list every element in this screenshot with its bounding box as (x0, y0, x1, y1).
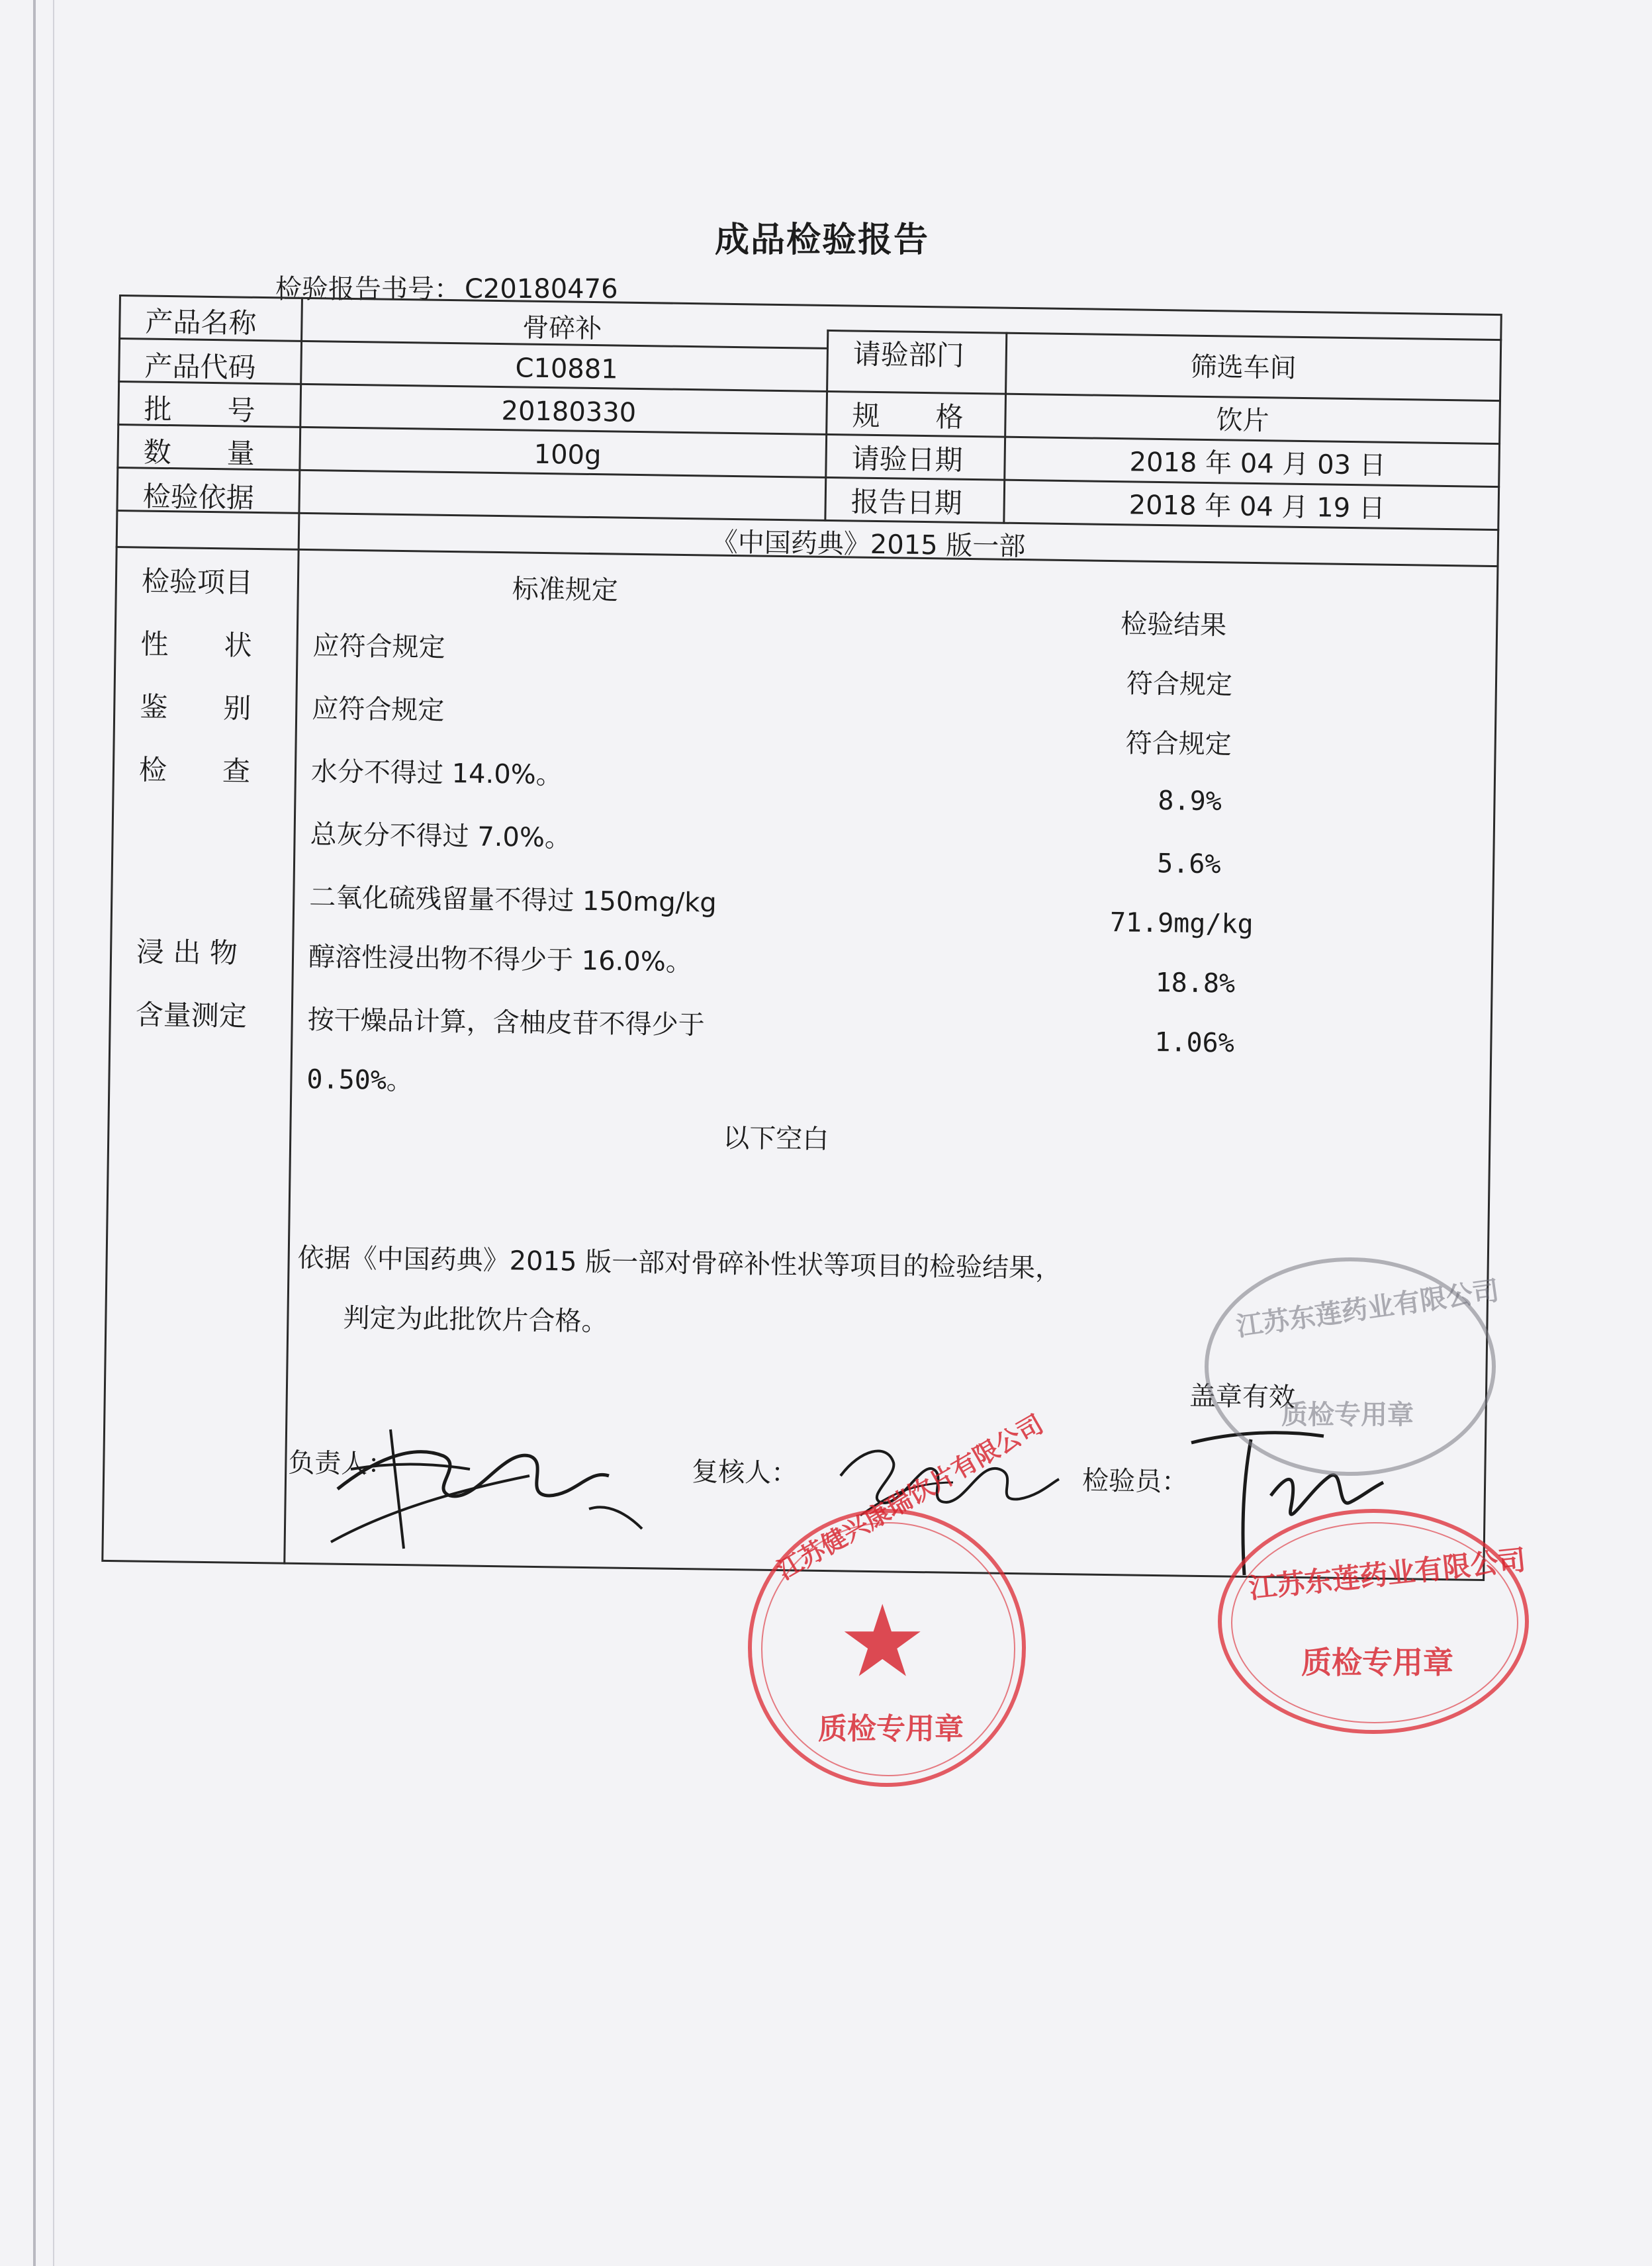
report-number-label: 检验报告书号： (275, 274, 461, 304)
standard-header: 标准规定 (512, 574, 619, 606)
page-edge (33, 0, 36, 2266)
responsible-label: 负责人： (288, 1447, 394, 1480)
batch-value: 20180330 (501, 396, 637, 428)
item-header: 检验项目 (141, 565, 253, 599)
gray-company-seal (1205, 1257, 1501, 1476)
product-name-value: 骨碎补 (522, 312, 602, 345)
dept-value: 筛选车间 (1190, 351, 1297, 384)
blank-note: 以下空白 (722, 1122, 829, 1156)
table-row-result: 18.8% (1155, 967, 1236, 999)
product-code-label: 产品代码 (144, 349, 256, 384)
red-oval-seal (1218, 1509, 1529, 1734)
inspector-label: 检验员： (1081, 1465, 1189, 1498)
table-row-standard: 二氧化硫残留量不得过 150mg/kg (308, 882, 717, 919)
red-oval-ring-text: 江苏东莲药业有限公司 (1247, 1543, 1528, 1605)
spec-value: 饮片 (1216, 405, 1269, 437)
gray-seal-bottom-text: 质检专用章 (1281, 1400, 1414, 1430)
quantity-label: 数 量 (143, 435, 255, 470)
basis-label: 检验依据 (142, 480, 255, 514)
red-round-seal (748, 1409, 1048, 1787)
reviewer-label: 复核人： (691, 1457, 798, 1489)
table-row-result: 8.9% (1158, 785, 1222, 817)
report-number-value: C20180476 (465, 274, 618, 304)
dept-label: 请验部门 (852, 338, 965, 372)
table-row-standard: 水分不得过 14.0%。 (310, 756, 563, 791)
conclusion-line2: 判定为此批饮片合格。 (343, 1302, 608, 1337)
table-row-standard: 应符合规定 (312, 631, 445, 663)
table-row-item: 浸 出 物 (136, 935, 238, 970)
red-seal-ring-text: 江苏健兴康瑞饮片有限公司 (772, 1409, 1048, 1586)
red-seal-bottom-text: 质检专用章 (818, 1712, 964, 1746)
table-row-standard: 按干燥品计算，含柚皮苷不得少于 (307, 1005, 705, 1041)
table-row-item: 鉴 别 (139, 690, 252, 725)
page-edge-inner (53, 0, 54, 2266)
table-row-result: 5.6% (1156, 848, 1221, 880)
red-oval-bottom-text: 质检专用章 (1301, 1645, 1453, 1680)
table-row-item: 性 状 (140, 627, 252, 662)
table-row-result: 71.9mg/kg (1109, 907, 1254, 940)
table-row-result: 符合规定 (1125, 728, 1232, 760)
table-row-standard: 应符合规定 (311, 694, 445, 726)
quantity-value: 100g (533, 439, 602, 471)
seal-note: 盖章有效 (1189, 1381, 1296, 1413)
table-row-item: 检 查 (138, 753, 251, 788)
request-date-label: 请验日期 (851, 442, 963, 476)
star-icon: ★ (838, 1584, 927, 1700)
conclusion-line1: 依据《中国药典》2015 版一部对骨碎补性状等项目的检验结果， (297, 1242, 1062, 1285)
table-row-item: 含量测定 (135, 998, 248, 1032)
result-header: 检验结果 (1120, 609, 1227, 641)
table-row-standard: 醇溶性浸出物不得少于 16.0%。 (308, 942, 693, 978)
request-date-value: 2018 年 04 月 03 日 (1129, 447, 1387, 481)
standard-continuation: 0.50%。 (306, 1064, 414, 1097)
product-code-value: C10881 (515, 353, 618, 385)
report-date-value: 2018 年 04 月 19 日 (1128, 490, 1386, 524)
basis-value: 《中国药典》2015 版一部 (711, 527, 1026, 563)
responsible-signature (311, 1416, 682, 1562)
table-row-result: 1.06% (1154, 1026, 1235, 1059)
spec-label: 规 格 (852, 399, 964, 433)
product-name-label: 产品名称 (145, 305, 257, 340)
batch-label: 批 号 (144, 392, 255, 427)
page-title: 成品检验报告 (715, 220, 930, 260)
table-row-result: 符合规定 (1126, 668, 1233, 701)
table-row-standard: 总灰分不得过 7.0%。 (310, 819, 572, 854)
report-date-label: 报告日期 (850, 485, 963, 520)
gray-seal-ring-text: 江苏东莲药业有限公司 (1234, 1275, 1501, 1343)
